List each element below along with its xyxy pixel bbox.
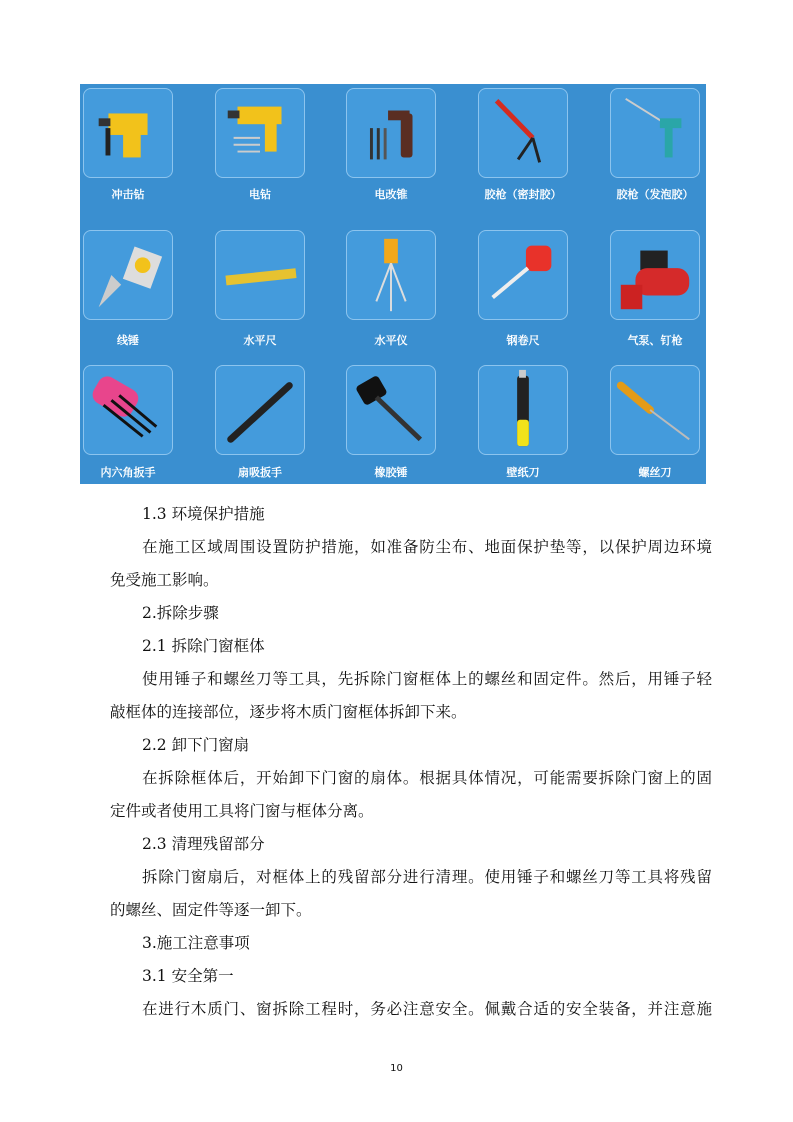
rubber-mallet-icon: [347, 366, 435, 454]
tool-label: 气泵、钉枪: [627, 334, 683, 347]
tool-tile: [215, 365, 305, 455]
tool-tile: [346, 88, 436, 178]
plumb-bob-icon: [84, 231, 172, 319]
hammer-drill-icon: [84, 89, 172, 177]
tool-tile: [610, 88, 700, 178]
tool-label: 水平尺: [243, 334, 277, 347]
tool-tile: [478, 365, 568, 455]
tool-label: 线锤: [117, 334, 139, 347]
tool-label: 钢卷尺: [506, 334, 540, 347]
foam-gun-icon: [611, 89, 699, 177]
paragraph-line: 免受施工影响。: [110, 571, 219, 589]
hex-key-icon: [84, 366, 172, 454]
tool-label: 电钻: [249, 188, 271, 201]
tool-label: 壁纸刀: [506, 466, 540, 479]
document-body: [110, 503, 712, 1031]
tool-label: 内六角扳手: [100, 466, 156, 479]
paragraph-line: 拆除门窗扇后，对框体上的残留部分进行清理。使用锤子和螺丝刀等工具将残留: [142, 868, 712, 886]
tool-tile: [83, 88, 173, 178]
tool-tile: [346, 230, 436, 320]
paragraph-line: 敲框体的连接部位，逐步将木质门窗框体拆卸下来。: [110, 703, 467, 721]
caulking-gun-icon: [479, 89, 567, 177]
paragraph-line: 在进行木质门、窗拆除工程时，务必注意安全。佩戴合适的安全装备，并注意施: [142, 1000, 712, 1018]
screwdriver-icon: [611, 366, 699, 454]
tool-label: 螺丝刀: [638, 466, 672, 479]
paragraph-line: 使用锤子和螺丝刀等工具，先拆除门窗框体上的螺丝和固定件。然后，用锤子轻: [142, 670, 712, 688]
utility-knife-icon: [479, 366, 567, 454]
tool-tile: [83, 365, 173, 455]
section-heading: 3.1 安全第一: [142, 967, 234, 985]
tool-label: 扇吸扳手: [238, 466, 282, 479]
air-compressor-icon: [611, 231, 699, 319]
section-heading: 2.2 卸下门窗扇: [142, 736, 250, 754]
section-heading: 1.3 环境保护措施: [142, 505, 265, 523]
section-heading: 2.3 清理残留部分: [142, 835, 265, 853]
tool-tile: [215, 88, 305, 178]
paragraph-line: 的螺丝、固定件等逐一卸下。: [110, 901, 312, 919]
tool-label: 电改锥: [374, 188, 408, 201]
paragraph-line: 定件或者使用工具将门窗与框体分离。: [110, 802, 374, 820]
tool-label: 水平仪: [374, 334, 408, 347]
tool-label: 冲击钻: [111, 188, 145, 201]
electric-drill-icon: [216, 89, 304, 177]
tool-tile: [215, 230, 305, 320]
laser-level-icon: [347, 231, 435, 319]
tool-label: 橡胶锤: [374, 466, 408, 479]
section-heading: 2.拆除步骤: [142, 604, 219, 622]
section-heading: 2.1 拆除门窗框体: [142, 637, 265, 655]
tool-tile: [610, 230, 700, 320]
page-number: 10: [390, 1063, 403, 1074]
electric-screwdriver-icon: [347, 89, 435, 177]
tool-label: 胶枪（密封胶）: [484, 188, 562, 201]
wrench-icon: [216, 366, 304, 454]
tool-label: 胶枪（发泡胶）: [616, 188, 694, 201]
tape-measure-icon: [479, 231, 567, 319]
section-heading: 3.施工注意事项: [142, 934, 250, 952]
spirit-level-icon: [216, 231, 304, 319]
tools-figure: [80, 84, 706, 484]
tool-tile: [346, 365, 436, 455]
tool-tile: [610, 365, 700, 455]
tool-tile: [478, 88, 568, 178]
paragraph-line: 在施工区域周围设置防护措施，如准备防尘布、地面保护垫等，以保护周边环境: [142, 538, 712, 556]
tool-tile: [83, 230, 173, 320]
paragraph-line: 在拆除框体后，开始卸下门窗的扇体。根据具体情况，可能需要拆除门窗上的固: [142, 769, 712, 787]
tool-tile: [478, 230, 568, 320]
